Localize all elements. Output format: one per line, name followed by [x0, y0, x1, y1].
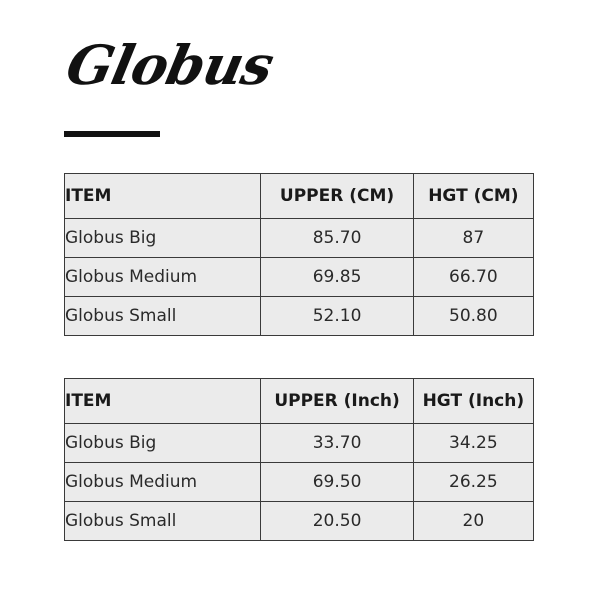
cell-upper: 85.70 — [261, 219, 413, 258]
table-row — [65, 219, 534, 258]
cell-upper: 20.50 — [261, 502, 413, 541]
cell-hgt: 34.25 — [413, 424, 533, 463]
table-header-row — [65, 174, 534, 219]
size-table-cm — [64, 173, 534, 336]
cell-upper: 69.50 — [261, 463, 413, 502]
table-row — [65, 258, 534, 297]
cell-hgt: 87 — [413, 219, 533, 258]
cell-hgt: 66.70 — [413, 258, 533, 297]
table-header-row — [65, 379, 534, 424]
cell-hgt: 50.80 — [413, 297, 533, 336]
cell-item: Globus Medium — [65, 463, 261, 502]
cell-upper: 69.85 — [261, 258, 413, 297]
header-upper: UPPER (CM) — [261, 174, 413, 219]
cell-hgt: 26.25 — [413, 463, 533, 502]
header-upper: UPPER (Inch) — [261, 379, 413, 424]
cell-item: Globus Small — [65, 502, 261, 541]
header-item: ITEM — [65, 174, 261, 219]
header-hgt: HGT (Inch) — [413, 379, 533, 424]
cell-item: Globus Medium — [65, 258, 261, 297]
cell-item: Globus Small — [65, 297, 261, 336]
brand-logo: Globus — [60, 33, 279, 97]
table-row — [65, 463, 534, 502]
cell-hgt: 20 — [413, 502, 533, 541]
logo-underline — [64, 131, 160, 137]
size-table-inch — [64, 378, 534, 541]
cell-item: Globus Big — [65, 424, 261, 463]
cell-upper: 33.70 — [261, 424, 413, 463]
cell-item: Globus Big — [65, 219, 261, 258]
table-row — [65, 502, 534, 541]
table-row — [65, 297, 534, 336]
cell-upper: 52.10 — [261, 297, 413, 336]
table-row — [65, 424, 534, 463]
header-item: ITEM — [65, 379, 261, 424]
header-hgt: HGT (CM) — [413, 174, 533, 219]
